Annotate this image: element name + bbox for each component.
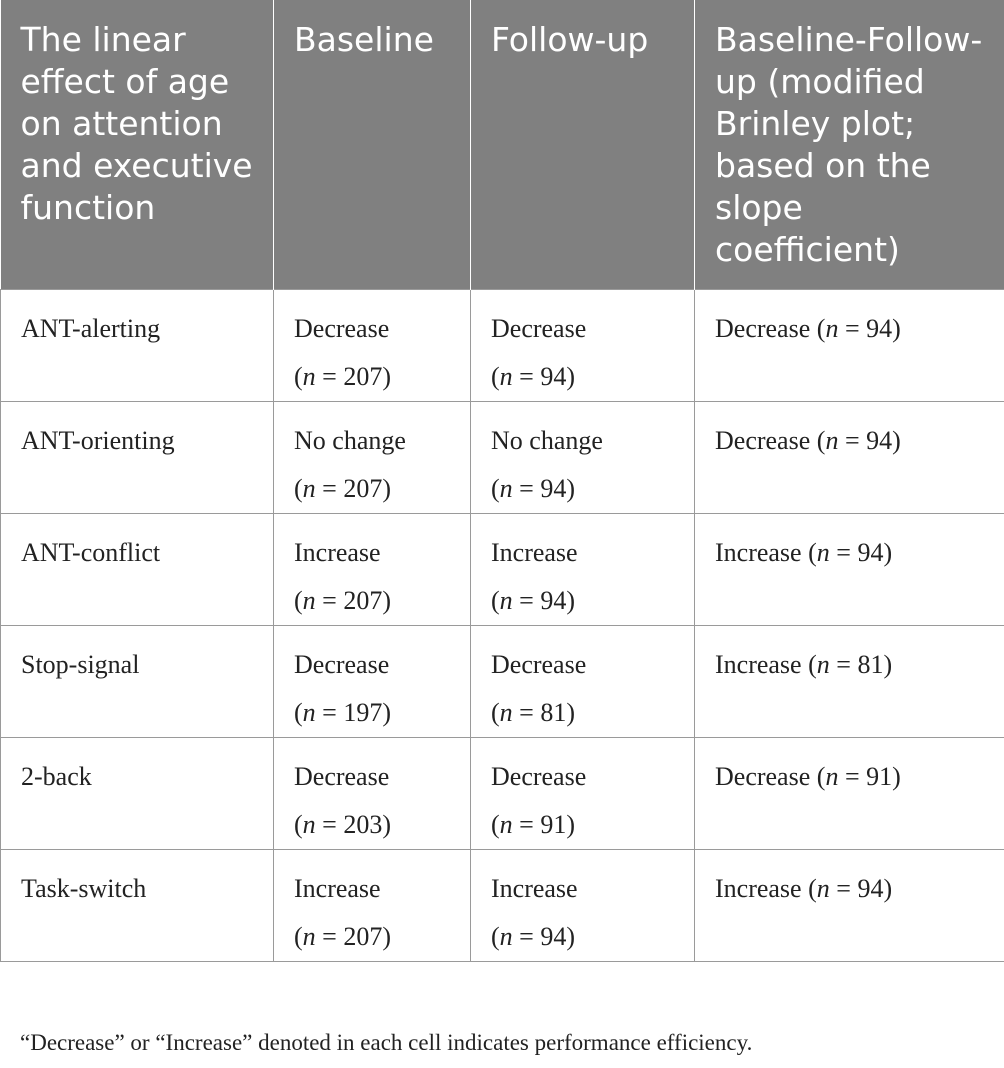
n-label: n [816, 649, 830, 679]
n-label: n [825, 313, 839, 343]
header-baseline-followup: Baseline-Follow-up (modified Brinley plot; based on the slope coefficient) [695, 0, 1004, 289]
n-value: 81 [857, 649, 884, 679]
result-text: Decrease [715, 425, 811, 455]
n-value: 94 [540, 361, 567, 391]
n-value: 91 [866, 761, 893, 791]
result-text: Decrease [491, 313, 587, 343]
n-value: 207 [343, 473, 383, 503]
baseline-cell: No change (n = 207) [274, 401, 471, 513]
result-text: Increase [294, 873, 381, 903]
brinley-cell: Increase (n = 81) [695, 625, 1004, 737]
n-label: n [499, 585, 513, 615]
n-value: 94 [540, 473, 567, 503]
brinley-cell: Decrease (n = 91) [695, 737, 1004, 849]
result-text: Decrease [294, 313, 390, 343]
task-name-cell: ANT-conflict [1, 513, 274, 625]
result-text: Increase [715, 649, 802, 679]
result-text: Decrease [491, 761, 587, 791]
header-row [1, 0, 1004, 289]
table-footnote: “Decrease” or “Increase” denoted in each cell indicates performance efficiency. [20, 1030, 753, 1055]
brinley-cell: Increase (n = 94) [695, 513, 1004, 625]
header-measure: The linear effect of age on attention and executive function [1, 0, 274, 289]
baseline-cell: Decrease (n = 203) [274, 737, 471, 849]
table-row [1, 625, 1004, 737]
n-label: n [499, 697, 513, 727]
result-text: Increase [294, 537, 381, 567]
result-text: Decrease [715, 761, 811, 791]
n-label: n [302, 473, 316, 503]
brinley-cell: Decrease (n = 94) [695, 289, 1004, 401]
result-text: No change [491, 425, 603, 455]
baseline-cell: Increase (n = 207) [274, 513, 471, 625]
n-value: 94 [866, 313, 893, 343]
followup-cell: Increase (n = 94) [471, 513, 695, 625]
n-value: 81 [540, 697, 567, 727]
n-value: 91 [540, 809, 567, 839]
n-label: n [825, 761, 839, 791]
followup-cell: Decrease (n = 94) [471, 289, 695, 401]
result-text: Increase [715, 537, 802, 567]
n-value: 207 [343, 921, 383, 951]
followup-cell: Decrease (n = 91) [471, 737, 695, 849]
table-row [1, 849, 1004, 961]
followup-cell: Decrease (n = 81) [471, 625, 695, 737]
brinley-cell: Increase (n = 94) [695, 849, 1004, 961]
n-label: n [499, 809, 513, 839]
task-name-cell: Stop-signal [1, 625, 274, 737]
result-text: Increase [491, 537, 578, 567]
n-label: n [499, 361, 513, 391]
followup-cell: No change (n = 94) [471, 401, 695, 513]
table-row [1, 401, 1004, 513]
result-text: No change [294, 425, 406, 455]
n-label: n [825, 425, 839, 455]
n-label: n [302, 585, 316, 615]
table-row [1, 737, 1004, 849]
result-text: Increase [715, 873, 802, 903]
result-text: Decrease [294, 761, 390, 791]
baseline-cell: Increase (n = 207) [274, 849, 471, 961]
n-value: 197 [343, 697, 383, 727]
result-text: Decrease [294, 649, 390, 679]
task-name-cell: 2-back [1, 737, 274, 849]
result-text: Decrease [491, 649, 587, 679]
followup-cell: Increase (n = 94) [471, 849, 695, 961]
baseline-cell: Decrease (n = 197) [274, 625, 471, 737]
task-name-cell: ANT-orienting [1, 401, 274, 513]
n-label: n [499, 921, 513, 951]
n-value: 203 [343, 809, 383, 839]
table-row [1, 513, 1004, 625]
result-text: Increase [491, 873, 578, 903]
n-value: 94 [857, 537, 884, 567]
n-value: 207 [343, 585, 383, 615]
header-baseline: Baseline [274, 0, 471, 289]
n-value: 94 [540, 921, 567, 951]
header-followup: Follow-up [471, 0, 695, 289]
n-label: n [302, 697, 316, 727]
task-name-cell: ANT-alerting [1, 289, 274, 401]
brinley-cell: Decrease (n = 94) [695, 401, 1004, 513]
n-value: 94 [540, 585, 567, 615]
n-value: 94 [866, 425, 893, 455]
result-text: Decrease [715, 313, 811, 343]
n-value: 94 [857, 873, 884, 903]
n-value: 207 [343, 361, 383, 391]
n-label: n [302, 809, 316, 839]
n-label: n [499, 473, 513, 503]
table-row [1, 289, 1004, 401]
baseline-cell: Decrease (n = 207) [274, 289, 471, 401]
task-name-cell: Task-switch [1, 849, 274, 961]
n-label: n [816, 873, 830, 903]
n-label: n [302, 921, 316, 951]
n-label: n [302, 361, 316, 391]
n-label: n [816, 537, 830, 567]
